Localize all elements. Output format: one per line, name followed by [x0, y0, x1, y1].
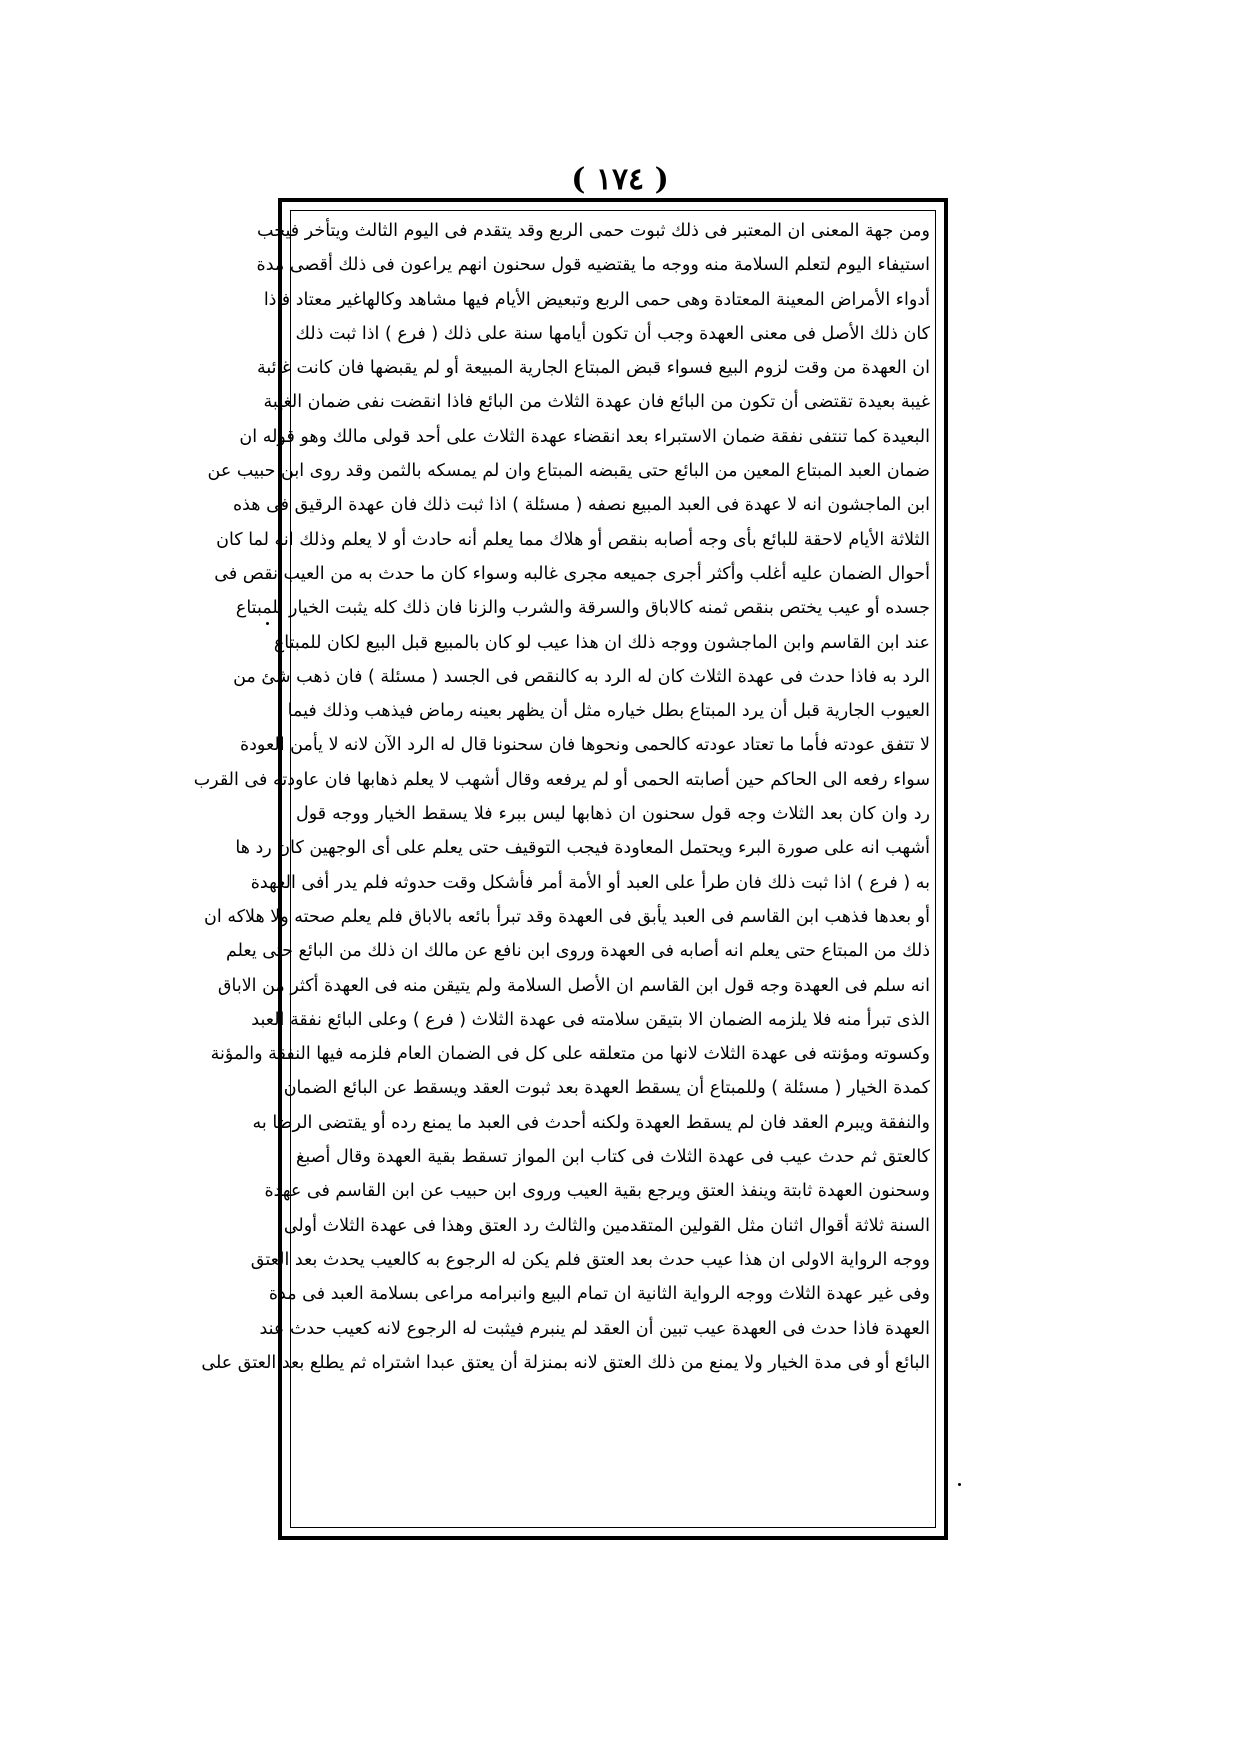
- text-line: العيوب الجارية قبل أن يرد المبتاع بطل خياره مثل أن يظهر بعينه رماض فيذهب وذلك فيما: [287, 701, 930, 722]
- text-line: الثلاثة الأيام لاحقة للبائع بأى وجه أصابه بنقص أو هلاك مما يعلم أنه حادث أو لا يعلم وذلك انه لما كان: [216, 529, 930, 550]
- text-line: العهدة فاذا حدث فى العهدة عيب تبين أن العقد لم ينبرم فيثبت له الرجوع لانه كعيب حدث عند: [259, 1318, 930, 1339]
- text-line: والنفقة ويبرم العقد فان لم يسقط العهدة ولكنه أحدث فى العبد ما يمنع رده أو يقتضى الرضا به: [252, 1112, 930, 1133]
- text-line: كمدة الخيار ( مسئلة ) وللمبتاع أن يسقط العهدة بعد ثبوت العقد ويسقط عن البائع الضمان: [283, 1078, 930, 1099]
- text-line: ان العهدة من وقت لزوم البيع فسواء قبض المبتاع الجارية المبيعة أو لم يقبضها فان كانت غائبة: [256, 358, 930, 379]
- margin-mark: [958, 1483, 961, 1486]
- text-line: لا تتفق عودته فأما ما تعتاد عودته كالحمى ونحوها فان سحنونا قال له الرد الآن لانه لا يأمن العودة: [239, 735, 930, 756]
- text-line: سواء رفعه الى الحاكم حين أصابته الحمى أو لم يرفعه وقال أشهب لا يعلم ذهابها فان عاودته فى القرب: [193, 769, 930, 790]
- text-line: الذى تبرأ منه فلا يلزمه الضمان الا بتيقن سلامته فى عهدة الثلاث ( فرع ) وعلى البائع نفقة العبد: [251, 1009, 930, 1030]
- text-line: السنة ثلاثة أقوال اثنان مثل القولين المتقدمين والثالث رد العتق وهذا فى عهدة الثلاث أولى: [283, 1215, 930, 1236]
- text-line: به ( فرع ) اذا ثبت ذلك فان طرأ على العبد أو الأمة أمر فأشكل وقت حدوثه فلم يدر أفى العهدة: [250, 872, 930, 893]
- text-line: ذلك من المبتاع حتى يعلم انه أصابه فى العهدة وروى ابن نافع عن مالك ان ذلك من البائع حتى يعلم: [225, 941, 930, 962]
- text-line: غيبة بعيدة تقتضى أن تكون من البائع فان عهدة الثلاث من البائع فاذا انقضت نفى ضمان الغيبة: [263, 392, 930, 413]
- text-line: ومن جهة المعنى ان المعتبر فى ذلك ثبوت حمى الربع وقد يتقدم فى اليوم الثالث ويتأخر فيجب: [257, 221, 930, 241]
- text-line: الرد به فاذا حدث فى عهدة الثلاث كان له الرد به كالنقص فى الجسد ( مسئلة ) فان ذهب شئ من: [233, 666, 930, 687]
- margin-mark: [266, 622, 269, 625]
- text-line: وفى غير عهدة الثلاث ووجه الرواية الثانية ان تمام البيع وانبرامه مراعى بسلامة العبد فى مدة: [268, 1284, 930, 1305]
- text-line: أحوال الضمان عليه أغلب وأكثر أجرى جميعه مجرى غالبه وسواء كان ما حدث به من العيب نقص فى: [214, 563, 930, 584]
- page-number: ( ١٧٤ ): [571, 162, 669, 197]
- text-line: أدواء الأمراض المعينة المعتادة وهى حمى الربع وتبعيض الأيام فيها مشاهد وكالهاغير معتاد فاذا: [263, 289, 930, 310]
- text-line: وسحنون العهدة ثابتة وينفذ العتق ويرجع بقية العيب وروى ابن حبيب عن ابن القاسم فى عهدة: [264, 1181, 930, 1202]
- text-line: ضمان العبد المبتاع المعين من البائع حتى يقبضه المبتاع وان لم يمسكه بالثمن وقد روى ابن حبيب عن: [207, 461, 930, 482]
- text-line: البائع أو فى مدة الخيار ولا يمنع من ذلك العتق لانه بمنزلة أن يعتق عبدا اشتراه ثم يطلع بعد العتق على: [201, 1352, 930, 1373]
- text-line: استيفاء اليوم لتعلم السلامة منه ووجه ما يقتضيه قول سحنون انهم يراعون فى ذلك أقصى مدة: [256, 255, 930, 276]
- text-line: البعيدة كما تنتفى نفقة ضمان الاستبراء بعد انقضاء عهدة الثلاث على أحد قولى مالك وهو قوله ان: [239, 426, 930, 447]
- text-line: جسده أو عيب يختص بنقص ثمنه كالاباق والسرقة والشرب والزنا فان ذلك كله يثبت الخيار للمبتاع: [235, 598, 930, 619]
- text-line: كان ذلك الأصل فى معنى العهدة وجب أن تكون أيامها سنة على ذلك ( فرع ) اذا ثبت ذلك: [295, 323, 930, 344]
- text-line: وكسوته ومؤنته فى عهدة الثلاث لانها من متعلقه على كل فى الضمان العام فلزمه فيها النفقة والمؤنة: [210, 1044, 930, 1065]
- text-line: أشهب انه على صورة البرء ويحتمل المعاودة فيجب التوقيف حتى يعلم على أى الوجهين كان رد ها: [235, 838, 930, 859]
- main-text-column: [193, 214, 930, 1380]
- text-line: كالعتق ثم حدث عيب فى عهدة الثلاث فى كتاب ابن المواز تسقط بقية العهدة وقال أصبغ: [296, 1147, 930, 1168]
- text-line: أو بعدها فذهب ابن القاسم فى العبد يأبق فى العهدة وقد تبرأ بائعه بالاباق فلم يعلم صحته ولا هلاكه ان: [204, 906, 930, 927]
- text-line: عند ابن القاسم وابن الماجشون ووجه ذلك ان هذا عيب لو كان بالمبيع قبل البيع لكان للمبتاع: [273, 632, 930, 653]
- text-line: ابن الماجشون انه لا عهدة فى العبد المبيع نصفه ( مسئلة ) اذا ثبت ذلك فان عهدة الرقيق فى هذه: [232, 495, 930, 516]
- text-line: رد وان كان بعد الثلاث وجه قول سحنون ان ذهابها ليس ببرء فلا يسقط الخيار ووجه قول: [296, 804, 930, 825]
- text-line: ووجه الرواية الاولى ان هذا عيب حدث بعد العتق فلم يكن له الرجوع به كالعيب يحدث بعد العتق: [250, 1249, 930, 1270]
- text-line: انه سلم فى العهدة وجه قول ابن القاسم ان الأصل السلامة ولم يتيقن منه فى العهدة أكثر من الاباق: [217, 975, 930, 996]
